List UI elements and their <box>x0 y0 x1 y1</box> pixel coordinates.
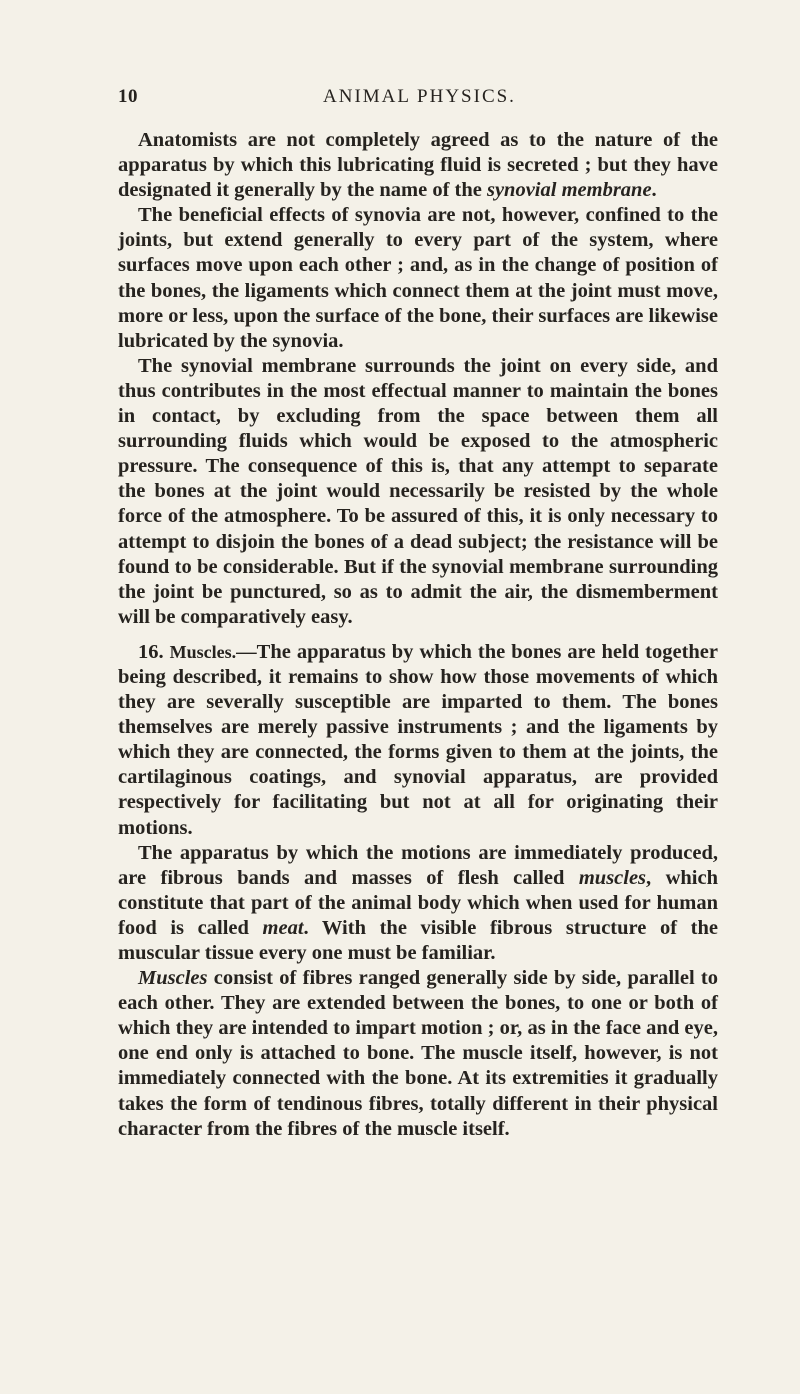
paragraph-text: . With the visible fibrous structure of the muscular tissue every one must be familiar. <box>118 916 718 964</box>
italic-term: muscles <box>578 866 647 889</box>
paragraph-atmospheric-pressure: The synovial membrane surrounds the joint on every side, and thus contributes in the most effectual manner to maintain the bones in contact, by excluding from the space between them all surrounding fluids which would be exposed to the atmospheric pressure. The consequence of this is, that any attempt to separate the bones at the joint would necessarily be resisted by the whole force of the atmosphere. To be assured of this, it is only necessary to attempt to disjoin the bones of a dead subject; the resistance will be found to be considerable. But if the synovial membrane surrounding the joint be punctured, so as to admit the air, the dismemberment will be comparatively easy. <box>118 354 718 628</box>
paragraph-text: , which constitute that part of the animal body which when used for human food is called <box>118 866 718 939</box>
section-muscles <box>118 640 718 841</box>
paragraph-synovia-effects: The beneficial effects of synovia are not, however, confined to the joints, but extend generally to every part of the system, where surfaces move upon each other ; and, as in the change of position of the bones, the ligaments which connect them at the joint must move, more or less, upon the surface of the bone, their surfaces are likewise lubricated by the synovia. <box>118 204 718 352</box>
paragraph-text: The apparatus by which the motions are immediately produced, are fibrous bands and masses of flesh called <box>118 841 718 889</box>
italic-term: meat <box>262 916 304 939</box>
section-number: 16. <box>138 640 164 663</box>
paragraph-text: . <box>651 179 657 202</box>
paragraph-synovial-membrane <box>118 128 718 203</box>
italic-term: synovial membrane <box>486 179 652 202</box>
running-title: ANIMAL PHYSICS. <box>323 86 516 107</box>
paragraph-text: —The apparatus by which the bones are held together being described, it remains to show how those movements of which they are severally susceptible are imparted to them. The bones themselves are merely passive instruments ; and the ligaments by which they are connected, the forms given to them at the joints, the cartilaginous coatings, and synovial apparatus, are provided respectively for facilitating but not at all for originating their motions. <box>118 640 718 839</box>
paragraph-muscle-fibres <box>118 966 718 1142</box>
paragraph-muscles-meat <box>118 841 718 966</box>
italic-term: Muscles <box>138 967 208 990</box>
paragraph-text: Anatomists are not completely agreed as to the nature of the apparatus by which this lubricating fluid is secreted ; but they have designated it generally by the name of the <box>118 129 718 202</box>
section-heading: Muscles. <box>169 641 237 662</box>
running-head <box>118 86 718 116</box>
body-text <box>118 128 718 1142</box>
paragraph-text: consist of fibres ranged generally side by side, parallel to each other. They are extended between the bones, to one or both of which they are intended to impart motion ; or, as in the face and eye, one end only is attached to bone. The muscle itself, however, is not immediately connected with the bone. At its extremities it gradually takes the form of tendinous fibres, totally different in their physical character from the fibres of the muscle itself. <box>118 967 718 1140</box>
page-number: 10 <box>118 86 138 107</box>
